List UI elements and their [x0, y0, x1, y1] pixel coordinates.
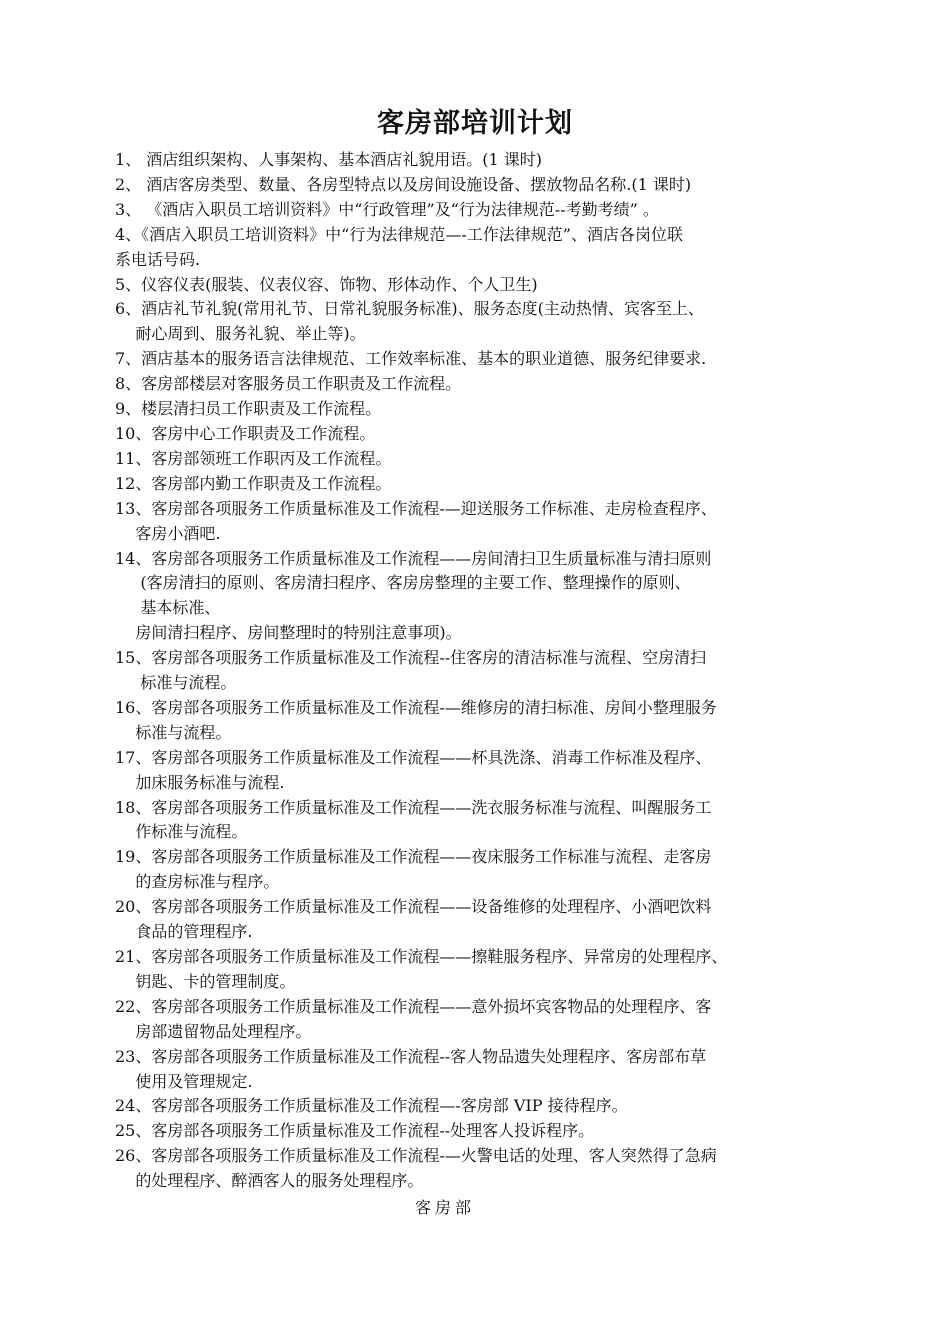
- training-item-line: 的查房标准与程序。: [115, 872, 280, 892]
- training-item-line: 25、客房部各项服务工作质量标准及工作流程--处理客人投诉程序。: [115, 1121, 595, 1141]
- training-item-line: 18、客房部各项服务工作质量标准及工作流程——洗衣服务标准与流程、叫醒服务工: [115, 797, 712, 817]
- training-item-line: 14、客房部各项服务工作质量标准及工作流程——房间清扫卫生质量标准与清扫原则: [115, 548, 712, 568]
- training-item-line: 10、客房中心工作职责及工作流程。: [115, 423, 376, 443]
- training-item-line: 客房小酒吧.: [115, 523, 221, 543]
- training-item-line: 耐心周到、服务礼貌、举止等)。: [115, 324, 366, 344]
- training-item-line: 12、客房部内勤工作职责及工作流程。: [115, 473, 392, 493]
- training-item-line: 9、楼层清扫员工作职责及工作流程。: [115, 399, 382, 419]
- page-title: 客房部培训计划: [377, 108, 573, 139]
- training-item-line: 钥匙、卡的管理制度。: [115, 971, 296, 991]
- training-item-line: 21、客房部各项服务工作质量标准及工作流程——擦鞋服务程序、异常房的处理程序、: [115, 947, 728, 966]
- training-item-line: 使用及管理规定.: [115, 1071, 253, 1091]
- training-item-line: 基本标准、: [115, 598, 221, 618]
- training-item-line: 17、客房部各项服务工作质量标准及工作流程——杯具洗涤、消毒工作标准及程序、: [115, 747, 712, 767]
- training-items-list: [115, 148, 845, 1194]
- training-item-line: 作标准与流程。: [115, 822, 248, 842]
- training-item-line: 2、 酒店客房类型、数量、各房型特点以及房间设施设备、摆放物品名称.(1 课时): [115, 174, 692, 194]
- training-item-line: 16、客房部各项服务工作质量标准及工作流程-—维修房的清扫标准、房间小整理服务: [115, 697, 717, 717]
- training-item-line: 系电话号码.: [115, 249, 201, 269]
- training-item-line: 7、酒店基本的服务语言法律规范、工作效率标准、基本的职业道德、服务纪律要求.: [115, 349, 707, 369]
- training-item-line: 1、 酒店组织架构、人事架构、基本酒店礼貌用语。(1 课时): [115, 150, 543, 169]
- department-signature: 客房部: [414, 1198, 475, 1217]
- training-item-line: 23、客房部各项服务工作质量标准及工作流程--客人物品遗失处理程序、客房部布草: [115, 1046, 707, 1066]
- training-item-line: 22、客房部各项服务工作质量标准及工作流程——意外损坏宾客物品的处理程序、客: [115, 996, 712, 1016]
- training-item-line: 房间清扫程序、房间整理时的特别注意事项)。: [115, 623, 462, 643]
- training-item-line: 标准与流程。: [115, 673, 237, 693]
- training-item-line: 的处理程序、醉酒客人的服务处理程序。: [115, 1171, 424, 1191]
- training-item-line: 食品的管理程序.: [115, 922, 253, 942]
- training-item-line: (客房清扫的原则、客房清扫程序、客房房整理的主要工作、整理操作的原则、: [115, 573, 691, 593]
- training-item-line: 15、客房部各项服务工作质量标准及工作流程--住客房的清洁标准与流程、空房清扫: [115, 648, 707, 668]
- training-item-line: 8、客房部楼层对客服务员工作职责及工作流程。: [115, 374, 462, 394]
- training-item-line: 20、客房部各项服务工作质量标准及工作流程——设备维修的处理程序、小酒吧饮料: [115, 897, 712, 917]
- training-item-line: 24、客房部各项服务工作质量标准及工作流程—-客房部 VIP 接待程序。: [115, 1096, 628, 1116]
- training-item-line: 房部遗留物品处理程序。: [115, 1021, 312, 1041]
- training-item-line: 13、客房部各项服务工作质量标准及工作流程-—迎送服务工作标准、走房检查程序、: [115, 498, 717, 518]
- training-item-line: 19、客房部各项服务工作质量标准及工作流程——夜床服务工作标准与流程、走客房: [115, 847, 712, 867]
- training-item-line: 标准与流程。: [115, 722, 232, 742]
- training-item-line: 加床服务标准与流程.: [115, 772, 285, 792]
- training-item-line: 26、客房部各项服务工作质量标准及工作流程-—火警电话的处理、客人突然得了急病: [115, 1146, 717, 1166]
- training-item-line: 5、仪容仪表(服装、仪表仪容、饰物、形体动作、个人卫生): [115, 274, 538, 294]
- training-item-line: 4、《酒店入职员工培训资料》中“行为法律规范—-工作法律规范”、酒店各岗位联: [115, 224, 683, 244]
- training-item-line: 6、酒店礼节礼貌(常用礼节、日常礼貌服务标准)、服务态度(主动热情、宾客至上、: [115, 299, 704, 319]
- training-item-line: 3、 《酒店入职员工培训资料》中“行政管理”及“行为法律规范--考勤考绩” 。: [115, 199, 659, 219]
- training-item-line: 11、客房部领班工作职丙及工作流程。: [115, 448, 392, 468]
